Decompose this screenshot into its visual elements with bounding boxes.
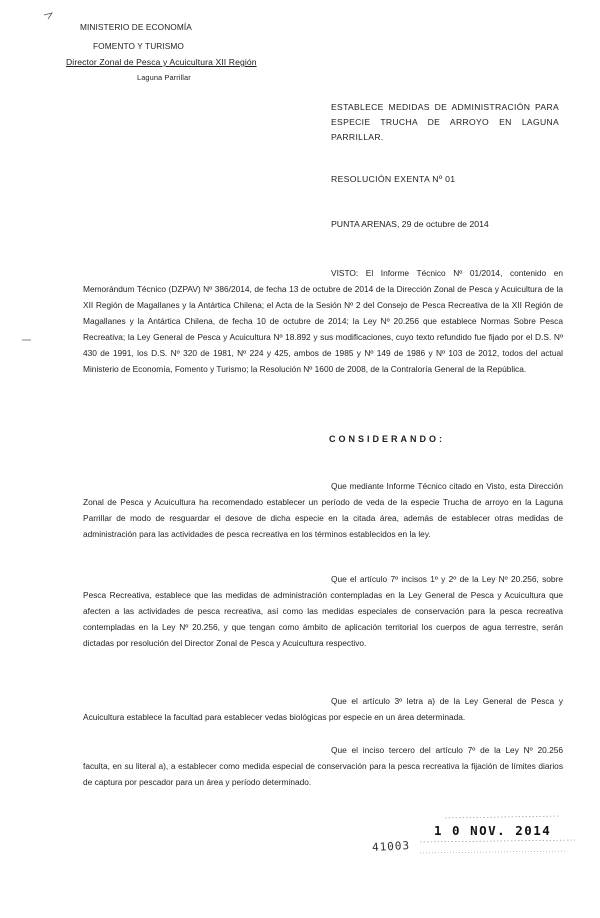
header-ministry: MINISTERIO DE ECONOMÍA [80,22,192,32]
handwritten-code: 41003 [371,839,411,854]
resolution-subject: ESTABLECE MEDIDAS DE ADMINISTRACIÓN PARA ESPECIE TRUCHA DE ARROYO EN LAGUNA PARRILLAR. [331,102,559,142]
received-stamp-date: 1 0 NOV. 2014 [434,823,552,838]
considerando-heading: CONSIDERANDO: [329,434,446,444]
resolution-date: PUNTA ARENAS, 29 de octubre de 2014 [331,219,489,229]
header-fomento: FOMENTO Y TURISMO [93,41,184,51]
header-director: Director Zonal de Pesca y Acuicultura XII Región [66,57,257,67]
considerando-paragraph-3: Que el artículo 3º letra a) de la Ley General de Pesca y Acuicultura establece la facultad para establecer vedas biológicas por especie en un área determinada. [83,696,563,722]
considerando-paragraph-4: Que el inciso tercero del artículo 7º de la Ley Nº 20.256 faculta, en su literal a), a establecer como medida especial de conservación para la pesca recreativa la fijación de límites diarios de captura por pescador para un área y período determinado. [83,745,563,787]
resolution-number: RESOLUCIÓN EXENTA Nº 01 [331,174,456,184]
considerando-paragraph-2: Que el artículo 7º incisos 1º y 2º de la Ley Nº 20.256, sobre Pesca Recreativa, establece que las medidas de administración contempladas en la Ley General de Pesca y Acuicultura que afecten a las actividades de pesca recreativa, así como las medidas especiales de conservación para la pesca recreativa contempladas en la Ley Nº 20.256, y que tengan como ámbito de aplicación territorial los cuerpos de agua terrestre, serán dictadas por resolución del Director Zonal de Pesca y Acuicultura respectivo. [83,574,563,648]
considerando-paragraph-1: Que mediante Informe Técnico citado en Visto, esta Dirección Zonal de Pesca y Acuicultura ha recomendado establecer un período de veda de la especie Trucha de arroyo en la Laguna Parrillar de modo de resguardar el desove de dicha especie en la citada área, además de establecer otras medidas de administración para las actividades de pesca recreativa en los términos establecidos en la ley. [83,481,563,539]
header-location: Laguna Parrillar [137,73,191,82]
visto-paragraph: VISTO: El Informe Técnico Nº 01/2014, contenido en Memorándum Técnico (DZPAV) Nº 386/2014, de fecha 13 de octubre de 2014 de la Dirección Zonal de Pesca y Acuicultura de la XII Región de Magallanes y la Antártica Chilena; el Acta de la Sesión Nº 2 del Consejo de Pesca Recreativa de la XII Región de Magallanes y la Antártica Chilena, de fecha 10 de octubre de 2014; la Ley Nº 20.256 que establece Normas Sobre Pesca Recreativa; la Ley General de Pesca y Acuicultura Nº 18.892 y sus modificaciones, cuyo texto refundido fue fijado por el D.S. Nº 430 de 1991, los D.S. Nº 320 de 1981, Nº 224 y 425, ambos de 1985 y Nº 149 de 1986 y Nº 103 de 2012, todos del actual Ministerio de Economía, Fomento y Turismo; la Resolución Nº 1600 de 2008, de la Contraloría General de la República. [83,268,563,374]
